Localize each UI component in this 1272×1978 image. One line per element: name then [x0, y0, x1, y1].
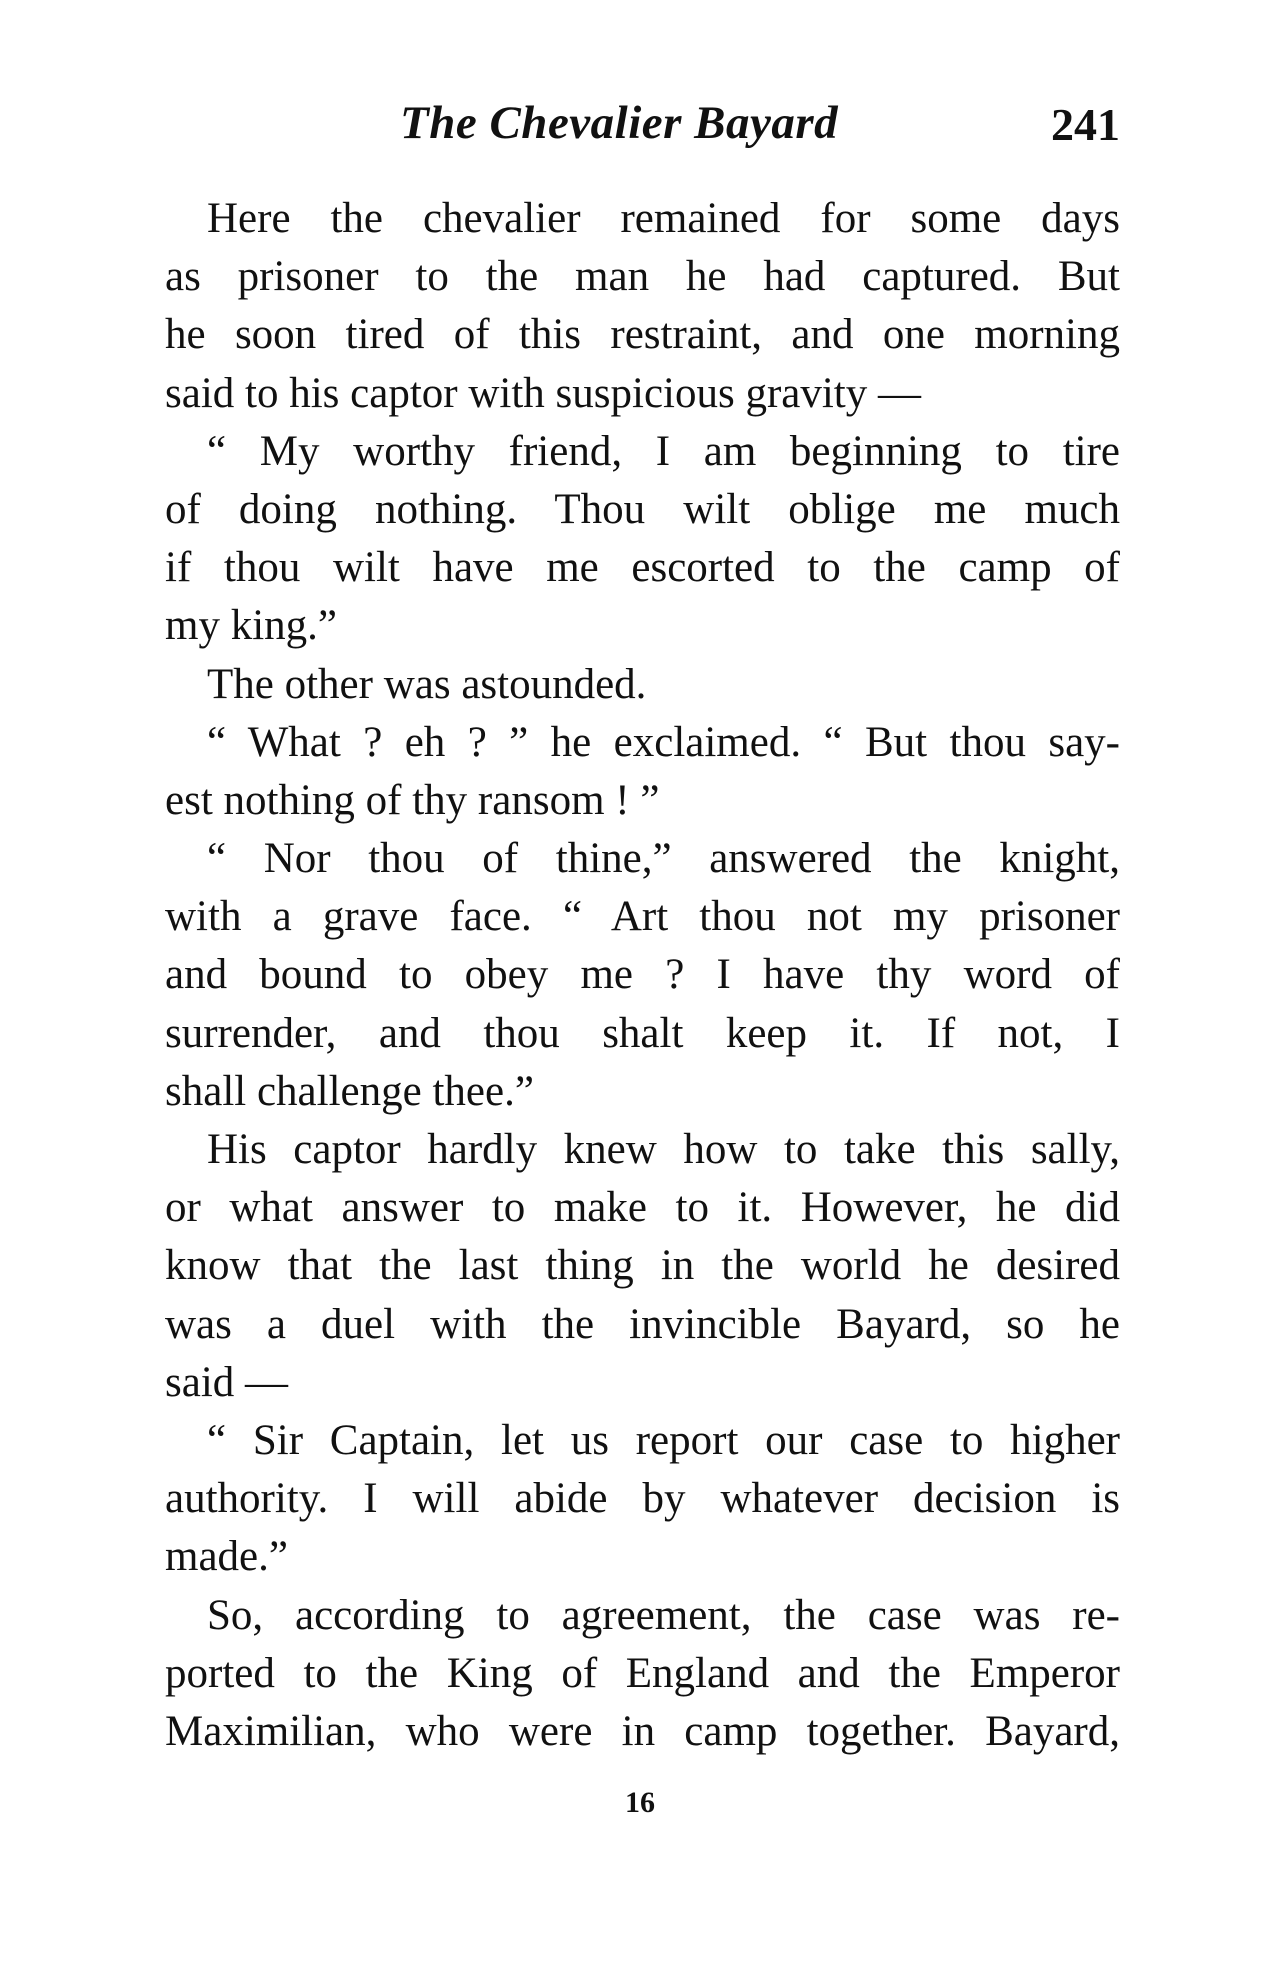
text-line: ported to the King of England and the Emperor — [165, 1649, 1120, 1697]
text-line: shall challenge thee.” — [165, 1067, 534, 1115]
text-line: said — — [165, 1358, 289, 1406]
running-title: The Chevalier Bayard — [400, 97, 839, 149]
text-line: as prisoner to the man he had captured. But — [165, 253, 1120, 301]
page-number: 241 — [1051, 99, 1120, 150]
text-line: surrender, and thou shalt keep it. If not, I — [165, 1009, 1120, 1057]
text-line: with a grave face. “ Art thou not my prisoner — [165, 893, 1120, 941]
text-line: “ My worthy friend, I am beginning to tire — [207, 427, 1120, 475]
text-line: said to his captor with suspicious gravity — — [165, 369, 922, 417]
text-line: Here the chevalier remained for some days — [207, 195, 1120, 242]
text-line: Maximilian, who were in camp together. Bayard, — [165, 1707, 1120, 1755]
text-line: know that the last thing in the world he desired — [165, 1242, 1120, 1290]
text-line: if thou wilt have me escorted to the camp of — [165, 544, 1120, 592]
text-line: His captor hardly knew how to take this sally, — [207, 1126, 1120, 1173]
text-line: “ What ? eh ? ” he exclaimed. “ But thou say- — [207, 718, 1120, 766]
text-line: “ Nor thou of thine,” answered the knight, — [207, 835, 1120, 883]
text-line: and bound to obey me ? I have thy word of — [165, 951, 1120, 999]
text-line: “ Sir Captain, let us report our case to higher — [207, 1416, 1120, 1464]
text-line: The other was astounded. — [207, 660, 647, 708]
text-line: of doing nothing. Thou wilt oblige me much — [165, 485, 1120, 533]
body-text — [165, 190, 1120, 1761]
text-line: made.” — [165, 1533, 288, 1581]
text-line: he soon tired of this restraint, and one morning — [165, 311, 1120, 359]
text-line: or what answer to make to it. However, he did — [165, 1184, 1120, 1232]
text-line: est nothing of thy ransom ! ” — [165, 776, 660, 824]
text-line: my king.” — [165, 602, 337, 650]
signature-mark: 16 — [625, 1786, 655, 1819]
text-line: authority. I will abide by whatever decision is — [165, 1475, 1120, 1523]
running-head — [165, 96, 1120, 166]
text-line: was a duel with the invincible Bayard, so he — [165, 1300, 1120, 1348]
text-line: So, according to agreement, the case was re- — [207, 1591, 1120, 1639]
